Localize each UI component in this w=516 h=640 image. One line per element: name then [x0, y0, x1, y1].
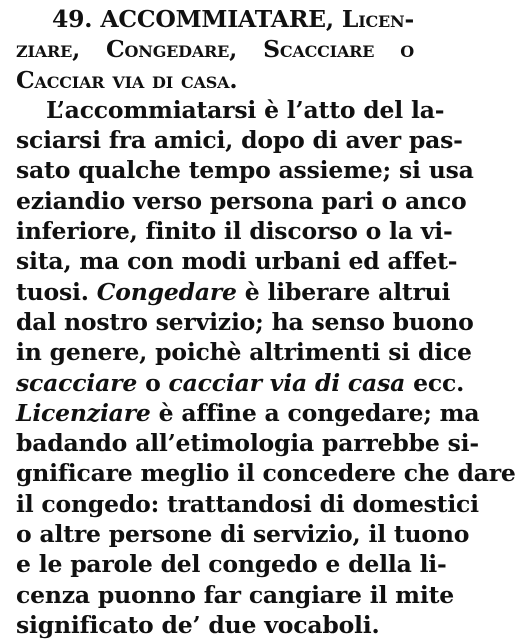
headword-synonym: Scacciare [263, 35, 375, 64]
body-line: inferiore, finito il discorso o la vi- [16, 217, 453, 246]
body-line: eziandio verso persona pari o anco [16, 186, 467, 215]
body-line [16, 277, 451, 307]
body-line: dal nostro servizio; ha senso buono [16, 307, 474, 336]
headword-synonym: Licen- [341, 5, 414, 33]
dictionary-entry [16, 4, 516, 640]
body-text: o [145, 368, 161, 397]
body-line: gnificare meglio il concedere che dare [16, 459, 516, 488]
body-line: il congedo: trattandosi di domestici [16, 489, 479, 518]
italic-term: Licenziare [16, 398, 151, 427]
headword-synonym: ziare, [16, 35, 81, 64]
body-line: sciarsi fra amici, dopo di aver pas- [16, 126, 463, 155]
entry-heading-line-3: Cacciar via di casa. [16, 65, 238, 94]
body-text: è affine a congedare; ma [158, 398, 480, 427]
italic-term: Congedare [96, 277, 237, 306]
body-line: in genere, poichè altrimenti si dice [16, 338, 472, 367]
body-line: e le parole del congedo e della li- [16, 550, 447, 579]
body-text: ecc. [413, 368, 465, 397]
body-line: badando all’etimologia parrebbe si- [16, 429, 479, 458]
entry-heading-line-2 [16, 34, 414, 64]
body-text: è liberare altrui [244, 277, 451, 306]
body-line: sato qualche tempo assieme; si usa [16, 156, 474, 185]
body-line [16, 398, 480, 428]
headword-conjunction: o [400, 35, 414, 64]
body-line: significato de’ due vocaboli. [16, 610, 380, 639]
italic-term: cacciar via di casa [168, 368, 406, 397]
body-line: cenza puonno far cangiare il mite [16, 580, 454, 609]
italic-term: scacciare [16, 368, 138, 397]
body-line: L’accommiatarsi è l’atto del la- [46, 95, 445, 124]
body-line [16, 368, 465, 398]
body-text: tuosi. [16, 277, 89, 306]
headword-main: ACCOMMIATARE, [100, 5, 334, 33]
body-line: o altre persone di servizio, il tuono [16, 520, 470, 549]
entry-heading-line-1 [16, 4, 414, 34]
headword-synonym: Congedare, [106, 35, 238, 64]
body-line: sita, ma con modi urbani ed affet- [16, 247, 458, 276]
entry-number: 49. [52, 5, 93, 33]
